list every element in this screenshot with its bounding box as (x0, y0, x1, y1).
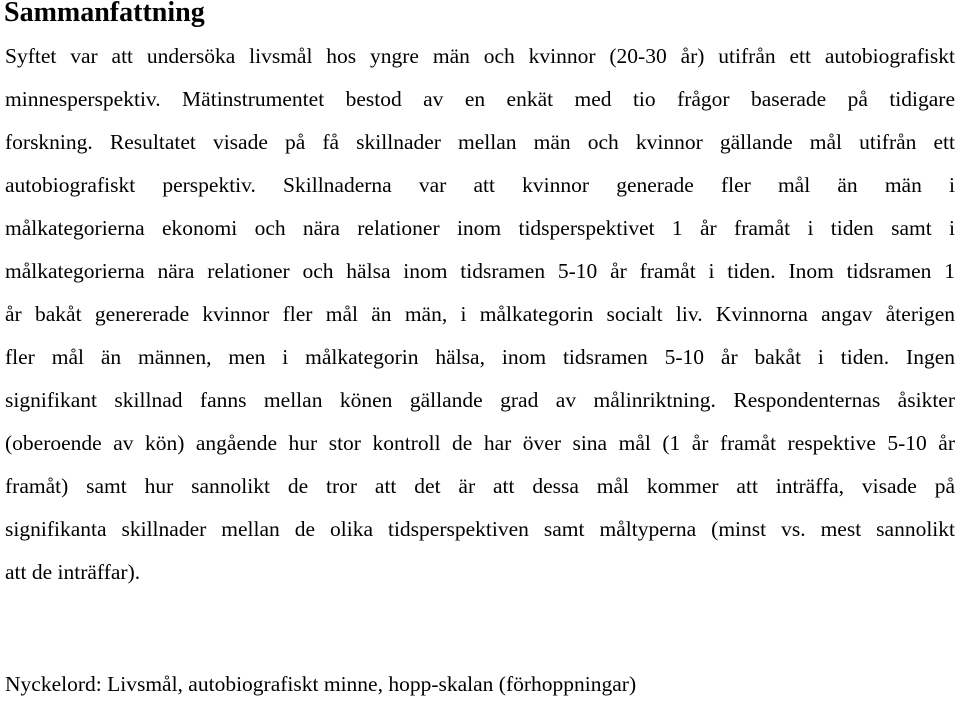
summary-line: målkategorierna nära relationer och hälsa inom tidsramen 5-10 år framåt i tiden. Inom tidsramen 1 (5, 259, 955, 283)
summary-line: framåt) samt hur sannolikt de tror att det är att dessa mål kommer att inträffa, visade på (5, 474, 955, 498)
summary-line: (oberoende av kön) angående hur stor kontroll de har över sina mål (1 år framåt respektive 5-10 år (5, 431, 955, 455)
summary-line: år bakåt genererade kvinnor fler mål än män, i målkategorin socialt liv. Kvinnorna angav återigen (5, 302, 955, 326)
summary-line: minnesperspektiv. Mätinstrumentet bestod av en enkät med tio frågor baserade på tidigare (5, 87, 955, 111)
summary-line: fler mål än männen, men i målkategorin hälsa, inom tidsramen 5-10 år bakåt i tiden. Ingen (5, 345, 955, 369)
summary-line: forskning. Resultatet visade på få skillnader mellan män och kvinnor gällande mål utifrån ett (5, 130, 955, 154)
summary-line: signifikanta skillnader mellan de olika tidsperspektiven samt måltyperna (minst vs. mest sannolikt (5, 517, 955, 541)
summary-line: signifikant skillnad fanns mellan könen gällande grad av målinriktning. Respondenternas åsikter (5, 388, 955, 412)
summary-line: att de inträffar). (5, 560, 141, 584)
page-title: Sammanfattning (4, 0, 205, 28)
summary-line: målkategorierna ekonomi och nära relationer inom tidsperspektivet 1 år framåt i tiden samt i (5, 216, 955, 240)
summary-line: Syftet var att undersöka livsmål hos yngre män och kvinnor (20-30 år) utifrån ett autobiografiskt (5, 44, 955, 68)
keywords-line: Nyckelord: Livsmål, autobiografiskt minne, hopp-skalan (förhoppningar) (5, 672, 637, 696)
summary-line: autobiografiskt perspektiv. Skillnaderna var att kvinnor generade fler mål än män i (5, 173, 955, 197)
